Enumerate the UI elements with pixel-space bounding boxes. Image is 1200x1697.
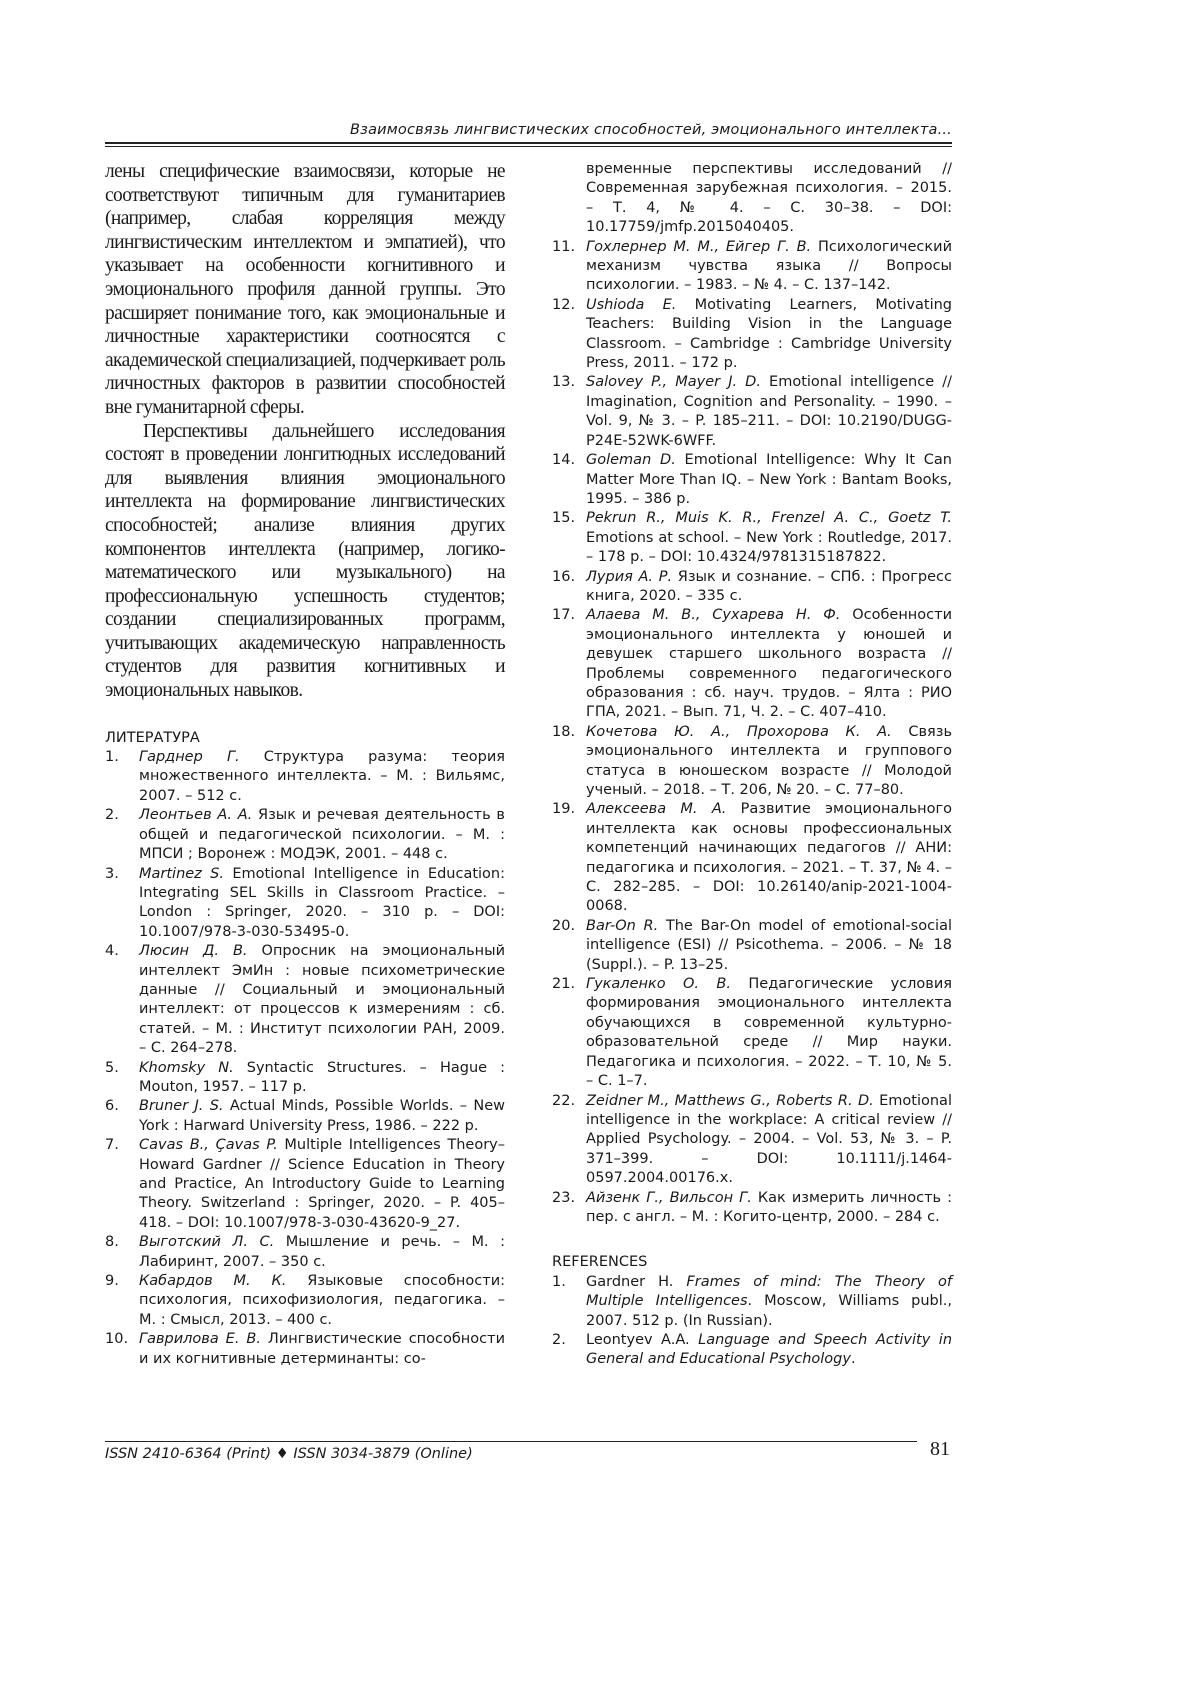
reference-title: Language and Speech Activity in General and Educational Psychology bbox=[586, 1331, 953, 1368]
reference-item bbox=[105, 748, 505, 806]
reference-text: Emotional intelligence in the workplace: A critical review // Applied Psychology. – 2004. – Vol. 53, № 3. – P. 371–399. – DOI: 10.1111/j.1464-0597.2004.00176.x. bbox=[586, 1092, 952, 1187]
reference-number: 1. bbox=[105, 749, 119, 766]
reference-author: Ushioda E. bbox=[586, 296, 677, 313]
reference-item bbox=[552, 917, 952, 975]
right-column bbox=[552, 160, 952, 1370]
reference-text: Emotions at school. – New York : Routledge, 2017. – 178 p. – DOI: 10.4324/9781315187822. bbox=[586, 529, 952, 566]
reference-item bbox=[552, 800, 952, 916]
header-rule-thin bbox=[105, 146, 952, 147]
reference-author: Pekrun R., Muis K. R., Frenzel A. C., Goetz T. bbox=[586, 510, 952, 527]
reference-author: Кабардов М. К. bbox=[139, 1273, 287, 1290]
reference-item bbox=[552, 1273, 952, 1331]
references-heading: REFERENCES bbox=[552, 1254, 648, 1271]
reference-number: 3. bbox=[105, 865, 119, 882]
literature-heading: ЛИТЕРАТУРА bbox=[105, 729, 200, 746]
reference-number: 21. bbox=[552, 976, 576, 993]
reference-item bbox=[105, 865, 505, 943]
reference-item bbox=[552, 606, 952, 722]
reference-number: 2. bbox=[552, 1331, 566, 1348]
reference-continuation: временные перспективы исследований // Современная зарубежная психология. – 2015. – Т. 4, № 4. – С. 30–38. – DOI: 10.17759/jmfp.2015040405. bbox=[586, 161, 952, 236]
reference-author: Айзенк Г., Вильсон Г. bbox=[586, 1189, 752, 1206]
reference-author: Гохлернер М. М., Ейгер Г. В. bbox=[586, 238, 812, 255]
reference-item bbox=[105, 1272, 505, 1330]
reference-text: Педагогические условия формирования эмоционального интеллекта обучающихся в современной культурно-образовательной среде // Мир науки. Педагогика и психология. – 2022. – Т. 10, № 5. – С. 1–7. bbox=[586, 976, 952, 1090]
page-number: 81 bbox=[930, 1438, 950, 1460]
reference-text: The Bar-On model of emotional-social intelligence (ESI) // Psicothema. – 2006. – № 18 (Suppl.). – P. 13–25. bbox=[586, 917, 952, 973]
reference-item bbox=[552, 723, 952, 801]
reference-number: 13. bbox=[552, 374, 576, 391]
reference-text: Мышление и речь. – М. : Лабиринт, 2007. – 350 с. bbox=[139, 1234, 506, 1270]
reference-number: 23. bbox=[552, 1189, 576, 1206]
reference-text: Развитие эмоционального интеллекта как основы профессиональных компетенций начинающих педагогов // АНИ: педагогика и психология. – 2021. – Т. 37, № 4. – С. 282–285. – DOI: 10.26140/anip-2021-1004-0068. bbox=[586, 801, 952, 915]
body-text bbox=[105, 160, 505, 703]
reference-item bbox=[105, 806, 505, 864]
reference-author: Cavas B., Çavas P. bbox=[139, 1137, 278, 1154]
reference-item bbox=[105, 942, 505, 1058]
reference-text: Языковые способности: психология, психофизиология, педагогика. – М. : Смысл, 2013. – 400 с. bbox=[139, 1273, 505, 1328]
reference-number: 17. bbox=[552, 607, 576, 624]
reference-author: Bar-On R. bbox=[586, 917, 659, 934]
reference-number: 2. bbox=[105, 807, 119, 824]
reference-author: Алексеева М. А. bbox=[586, 801, 727, 818]
reference-text: . bbox=[850, 1351, 856, 1368]
reference-text: Multiple Intelligences Theory–Howard Gardner // Science Education in Theory and Practice, An Introductory Guide to Learning Theory. Switzerland : Springer, 2020. – P. 405–418. – DOI: 10.1007/978-3-030-43620-9_27. bbox=[139, 1137, 505, 1231]
reference-item bbox=[552, 975, 952, 1091]
reference-item bbox=[552, 1189, 952, 1228]
reference-item bbox=[105, 1330, 505, 1369]
literature-list-continued bbox=[552, 238, 952, 1228]
reference-author: Люсин Д. В. bbox=[139, 943, 248, 960]
reference-item bbox=[105, 1059, 505, 1098]
reference-author: Лурия А. Р. bbox=[586, 568, 673, 585]
reference-number: 15. bbox=[552, 510, 576, 527]
reference-author: Гарднер Г. bbox=[139, 749, 240, 766]
reference-number: 10. bbox=[105, 1331, 129, 1348]
reference-text: Syntactic Structures. – Hague : Mouton, 1957. – 117 p. bbox=[139, 1059, 506, 1095]
reference-number: 8. bbox=[105, 1234, 119, 1251]
issn-footer: ISSN 2410-6364 (Print) ♦ ISSN 3034-3879 (Online) bbox=[105, 1446, 473, 1462]
reference-author: Алаева М. В., Сухарева Н. Ф. bbox=[586, 607, 841, 624]
paragraph: лены специфические взаимосвязи, которые не соответствуют типичным для гуманитариев (например, слабая корреляция между лингвистическим интеллектом и эмпатией), что указывает на особенности когнитивного и эмоционального профиля данной группы. Это расширяет понимание того, как эмоциональные и личностные характеристики соотносятся с академической специализацией, подчеркивает роль личностных факторов в развитии способностей вне гуманитарной сферы. bbox=[105, 161, 505, 418]
reference-text: Emotional Intelligence in Education: Integrating SEL Skills in Classroom Practice. – London : Springer, 2020. – 310 p. – DOI: 10.1007/978-3-030-53495-0. bbox=[139, 865, 505, 940]
reference-item bbox=[552, 1331, 952, 1370]
reference-item bbox=[552, 373, 952, 451]
reference-number: 5. bbox=[105, 1059, 119, 1076]
reference-number: 4. bbox=[105, 943, 119, 960]
reference-number: 12. bbox=[552, 296, 576, 313]
reference-number: 9. bbox=[105, 1273, 119, 1290]
header-rule bbox=[105, 142, 952, 144]
reference-author: Выготский Л. С. bbox=[139, 1234, 275, 1251]
reference-text: Язык и сознание. – СПб. : Прогресс книга, 2020. – 335 с. bbox=[586, 568, 952, 604]
reference-item bbox=[552, 296, 952, 374]
reference-author: Khomsky N. bbox=[139, 1059, 234, 1076]
reference-number: 16. bbox=[552, 568, 576, 585]
reference-text: Как измерить личность : пер. с англ. – М. : Когито-центр, 2000. – 284 с. bbox=[586, 1189, 952, 1225]
reference-text: Лингвистические способности и их когнитивные детерминанты: со- bbox=[139, 1331, 505, 1367]
footer-rule bbox=[105, 1441, 917, 1442]
reference-item bbox=[552, 568, 952, 607]
left-column bbox=[105, 160, 505, 1369]
reference-author: Gardner H. bbox=[586, 1273, 687, 1290]
reference-author: Гукаленко О. В. bbox=[586, 976, 731, 993]
reference-author: Salovey P., Mayer J. D. bbox=[586, 374, 761, 391]
reference-number: 14. bbox=[552, 452, 576, 469]
reference-number: 19. bbox=[552, 801, 576, 818]
reference-text: Особенности эмоционального интеллекта у юношей и девушек старшего школьного возраста // Проблемы современного педагогического образования : сб. науч. трудов. – Ялта : РИО ГПА, 2021. – Вып. 71, Ч. 2. – С. 407–410. bbox=[586, 607, 952, 721]
reference-item bbox=[552, 1092, 952, 1189]
reference-item bbox=[552, 451, 952, 509]
reference-number: 1. bbox=[552, 1273, 566, 1290]
reference-item bbox=[552, 238, 952, 296]
reference-number: 11. bbox=[552, 238, 576, 255]
reference-author: Гаврилова Е. В. bbox=[139, 1331, 261, 1348]
reference-text: . Moscow, Williams publ., 2007. 512 p. (In Russian). bbox=[586, 1293, 952, 1329]
reference-text: Связь эмоционального интеллекта и группового статуса в юношеском возрасте // Молодой ученый. – 2018. – Т. 206, № 20. – С. 77–80. bbox=[586, 723, 952, 798]
reference-text: Опросник на эмоциональный интеллект ЭмИн : новые психометрические данные // Социальный и эмоциональный интеллект: от процессов к измерениям : сб. статей. – М. : Институт психологии РАН, 2009. – С. 264–278. bbox=[139, 943, 505, 1057]
reference-item bbox=[552, 509, 952, 567]
reference-author: Leontyev A.A. bbox=[586, 1331, 699, 1348]
reference-title: Frames of mind: The Theory of Multiple Intelligences bbox=[586, 1273, 952, 1310]
reference-text: Язык и речевая деятельность в общей и педагогической психологии. – М. : МПСИ ; Воронеж : МОДЭК, 2001. – 448 с. bbox=[139, 807, 505, 863]
reference-text: Emotional intelligence // Imagination, Cognition and Personality. – 1990. – Vol. 9, № 3. – P. 185–211. – DOI: 10.2190/DUGG-P24E-52WK-6WFF. bbox=[586, 374, 952, 449]
reference-author: Martinez S. bbox=[139, 865, 224, 882]
reference-number: 18. bbox=[552, 723, 576, 740]
reference-author: Леонтьев А. А. bbox=[139, 807, 253, 824]
reference-item bbox=[105, 1136, 505, 1233]
reference-author: Goleman D. bbox=[586, 452, 676, 469]
reference-text: Структура разума: теория множественного интеллекта. – М. : Вильямс, 2007. – 512 с. bbox=[139, 749, 505, 804]
reference-author: Zeidner M., Matthews G., Roberts R. D. bbox=[586, 1092, 874, 1109]
reference-number: 6. bbox=[105, 1098, 119, 1115]
reference-text: Психологический механизм чувства языка // Вопросы психологии. – 1983. – № 4. – С. 137–142. bbox=[586, 238, 952, 294]
running-header: Взаимосвязь лингвистических способностей, эмоционального интеллекта... bbox=[350, 122, 952, 138]
reference-number: 20. bbox=[552, 917, 576, 934]
reference-item bbox=[105, 1097, 505, 1136]
paragraph: Перспективы дальнейшего исследования состоят в проведении лонгитюдных исследований для выявления влияния эмоционального интеллекта на формирование лингвистических способностей; анализе влияния других компонентов интеллекта (например, логико-математического или музыкального) на профессиональную успешность студентов; создании специализированных программ, учитывающих академическую направленность студентов для развития когнитивных и эмоциональных навыков. bbox=[105, 420, 505, 702]
reference-author: Кочетова Ю. А., Прохорова К. А. bbox=[586, 723, 892, 740]
reference-number: 22. bbox=[552, 1092, 576, 1109]
reference-number: 7. bbox=[105, 1137, 119, 1154]
reference-author: Bruner J. S. bbox=[139, 1098, 224, 1115]
reference-text: Motivating Learners, Motivating Teachers: Building Vision in the Language Classroom. – Cambridge : Cambridge University Press, 2011. – 172 p. bbox=[586, 296, 952, 372]
references-list bbox=[552, 1273, 952, 1370]
reference-text: Emotional Intelligence: Why It Can Matter More Than IQ. – New York : Bantam Books, 1995. – 386 p. bbox=[586, 452, 952, 507]
reference-item bbox=[105, 1233, 505, 1272]
reference-text: Actual Minds, Possible Worlds. – New York : Harward University Press, 1986. – 222 p. bbox=[139, 1098, 505, 1134]
literature-list bbox=[105, 748, 505, 1369]
